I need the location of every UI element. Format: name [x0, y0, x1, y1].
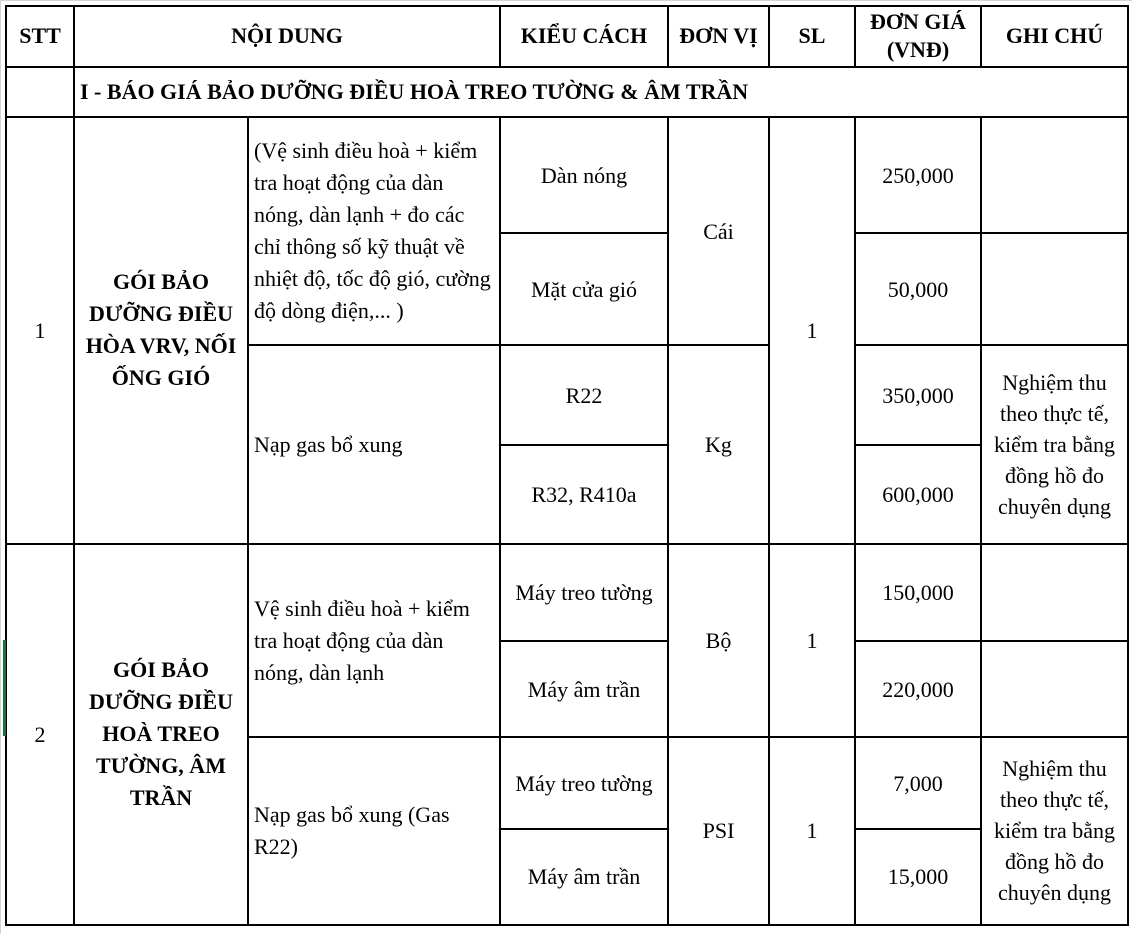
group2-style-gas-treo-tuong[interactable]: Máy treo tường: [515, 770, 653, 796]
header-don-vi[interactable]: ĐƠN VỊ: [679, 23, 758, 48]
group2-style-treo-tuong[interactable]: Máy treo tường: [515, 580, 653, 605]
border-line: [855, 232, 1129, 234]
border-line: [5, 5, 1129, 7]
border-line: [855, 828, 981, 830]
border-line: [1127, 5, 1129, 925]
border-line: [854, 5, 856, 67]
group1-price-4[interactable]: 600,000: [882, 481, 954, 507]
border-line: [5, 924, 1129, 926]
border-line: [854, 117, 856, 925]
header-kieu-cach[interactable]: KIỂU CÁCH: [520, 23, 648, 48]
border-line: [500, 444, 668, 446]
group2-note[interactable]: Nghiệm thu theo thực tế, kiểm tra bằng đồng hồ đo chuyên dụng: [994, 756, 1115, 905]
group1-price-2[interactable]: 50,000: [887, 276, 949, 302]
group2-qty-b[interactable]: 1: [806, 818, 818, 843]
border-line: [500, 640, 668, 642]
border-line: [855, 344, 1129, 346]
group1-desc-gas[interactable]: Nạp gas bổ xung: [254, 431, 403, 457]
border-line: [500, 232, 668, 234]
group1-style-r22[interactable]: R22: [565, 382, 603, 408]
header-noi-dung[interactable]: NỘI DUNG: [231, 23, 343, 48]
border-line: [855, 640, 1129, 642]
border-line: [499, 117, 501, 925]
border-line: [768, 117, 770, 925]
gridline: [0, 0, 1132, 1]
group2-desc-gas[interactable]: Nạp gas bổ xung (Gas R22): [254, 801, 450, 859]
header-don-gia[interactable]: [855, 4, 981, 68]
border-line: [5, 543, 1129, 545]
section-title[interactable]: I - BÁO GIÁ BẢO DƯỠNG ĐIỀU HOÀ TREO TƯỜNG & ÂM TRẦN: [80, 79, 749, 104]
group2-name[interactable]: GÓI BẢO DƯỠNG ĐIỀU HOÀ TREO TƯỜNG, ÂM TRẦN: [88, 657, 234, 810]
group2-price-2[interactable]: 220,000: [882, 676, 954, 702]
group2-unit-bo[interactable]: Bộ: [705, 628, 732, 653]
border-line: [499, 5, 501, 67]
border-line: [5, 116, 1129, 118]
group2-qty-a[interactable]: 1: [806, 628, 818, 653]
group1-stt[interactable]: 1: [34, 317, 46, 343]
border-line: [73, 5, 75, 925]
group2-price-3[interactable]: 7,000: [893, 770, 943, 796]
group1-note-empty-1[interactable]: [981, 117, 1128, 233]
group2-style-am-tran[interactable]: Máy âm trần: [527, 676, 641, 702]
group2-note-empty-2[interactable]: [981, 641, 1128, 737]
group1-qty[interactable]: 1: [806, 317, 818, 343]
header-don-gia-line2: (VNĐ): [886, 37, 950, 62]
group1-unit-kg[interactable]: Kg: [705, 431, 732, 457]
border-line: [768, 5, 770, 67]
header-ghi-chu[interactable]: GHI CHÚ: [1005, 23, 1104, 48]
group1-note-empty-2[interactable]: [981, 233, 1128, 345]
group2-unit-psi[interactable]: PSI: [702, 818, 735, 843]
group1-price-3[interactable]: 350,000: [882, 382, 954, 408]
group2-price-1[interactable]: 150,000: [882, 580, 954, 605]
group1-unit-cai[interactable]: Cái: [703, 218, 734, 244]
header-stt[interactable]: STT: [19, 23, 61, 48]
group2-stt[interactable]: 2: [34, 721, 46, 747]
group2-style-gas-am-tran[interactable]: Máy âm trần: [527, 864, 641, 889]
header-don-gia-line1: ĐƠN GIÁ: [870, 9, 966, 34]
border-line: [667, 5, 669, 67]
header-sl[interactable]: SL: [798, 23, 826, 48]
border-line: [248, 344, 769, 346]
border-line: [500, 828, 668, 830]
border-line: [855, 444, 981, 446]
group1-price-1[interactable]: 250,000: [882, 162, 954, 188]
group2-desc-clean[interactable]: Vệ sinh điều hoà + kiểm tra hoạt động của dàn nóng, dàn lạnh: [254, 595, 470, 685]
border-line: [980, 5, 982, 67]
border-line: [5, 66, 1129, 68]
gridline: [0, 0, 1, 934]
border-line: [248, 736, 1129, 738]
border-line: [667, 117, 669, 925]
group1-style-mat-cua-gio[interactable]: Mặt cửa gió: [530, 276, 637, 302]
group1-note[interactable]: Nghiệm thu theo thực tế, kiểm tra bằng đồng hồ đo chuyên dụng: [994, 369, 1115, 519]
row-selection-marker: [3, 640, 6, 736]
group1-name[interactable]: GÓI BẢO DƯỠNG ĐIỀU HÒA VRV, NỐI ỐNG GIÓ: [85, 269, 237, 390]
border-line: [980, 117, 982, 925]
group1-style-r32[interactable]: R32, R410a: [531, 481, 637, 507]
group2-price-4[interactable]: 15,000: [887, 864, 949, 889]
border-line: [5, 5, 7, 925]
border-line: [247, 117, 249, 925]
group1-style-dan-nong[interactable]: Dàn nóng: [540, 162, 628, 188]
group1-desc-clean[interactable]: (Vệ sinh điều hoà + kiểm tra hoạt động của dàn nóng, dàn lạnh + đo các chỉ thông số kỹ thuật về nhiệt độ, tốc độ gió, cường độ dòng điện,... ): [254, 138, 491, 323]
group2-note-empty-1[interactable]: [981, 544, 1128, 641]
